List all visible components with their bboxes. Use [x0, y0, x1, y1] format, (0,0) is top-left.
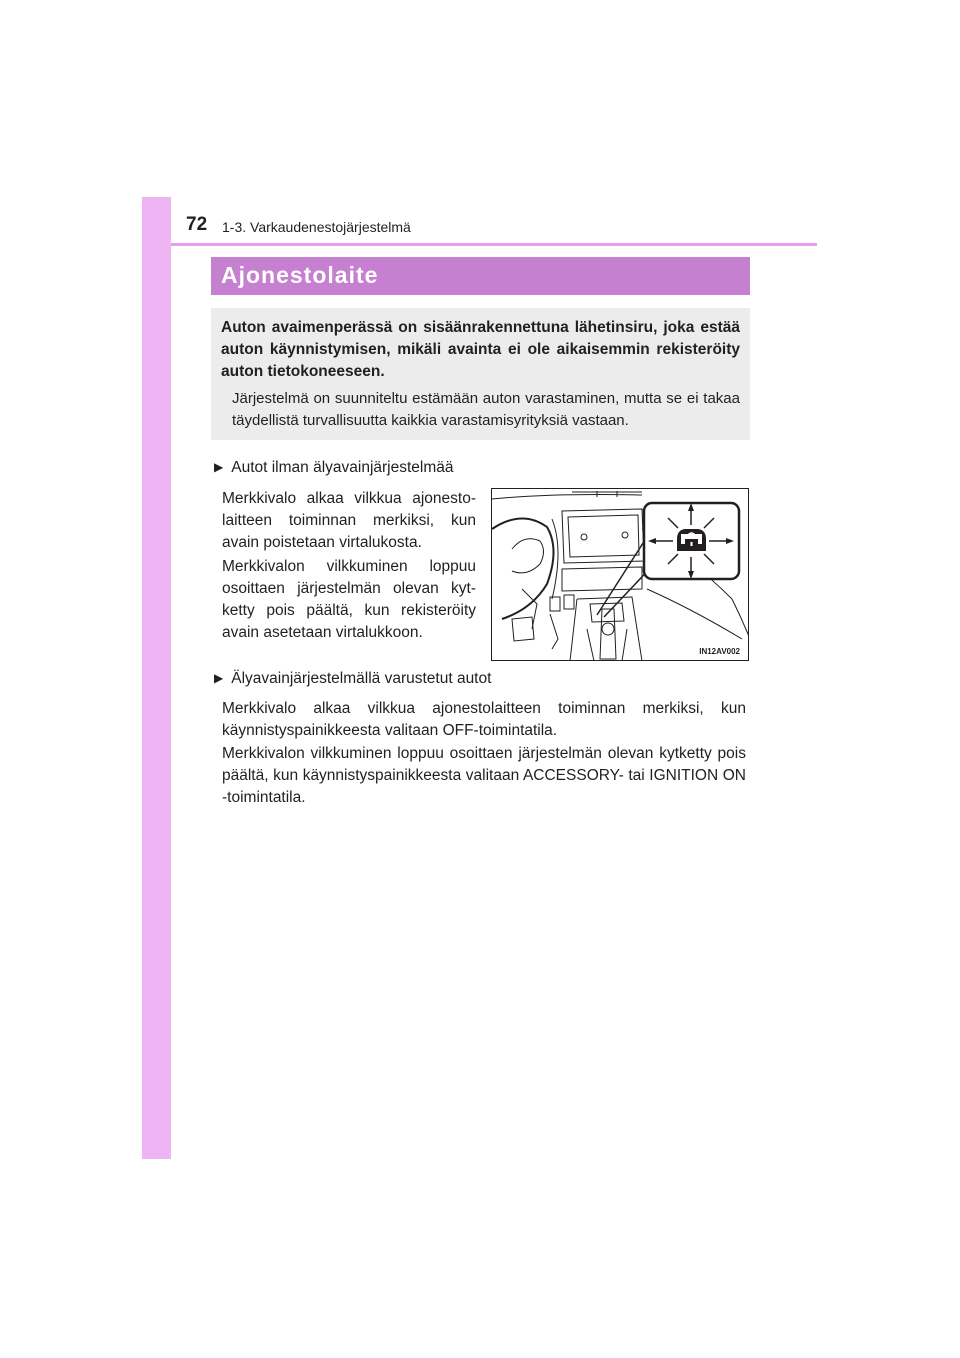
section1-paragraph-2: Merkkivalon vilkkuminen loppuu osoittaen järjestelmän olevan kyt-ketty pois päältä, kun rekisteröity avain asetetaan virtalukkoon. [222, 558, 476, 641]
header-rule [171, 243, 817, 246]
figure-code: IN12AV002 [699, 647, 740, 656]
intro-summary: Auton avaimenperässä on sisäänrakennettuna lähetinsiru, joka estää auton käynnistymisen, mikäli avainta ei ole aikaisemmin rekisteröity auton tietokoneeseen. [221, 319, 740, 380]
section1-paragraph-1: Merkkivalo alkaa vilkkua ajonesto-laitteen toiminnan merkiksi, kun avain poistetaan virtalukosta. [222, 490, 476, 551]
section2-heading [214, 668, 491, 689]
intro-note: Järjestelmä on suunniteltu estämään auton varastaminen, mutta se ei takaa täydellistä turvallisuutta kaikkia varastamisyrityksiä vastaan. [232, 390, 740, 429]
section1-heading-text: Autot ilman älyavainjärjestelmää [231, 459, 454, 476]
dashboard-figure [491, 488, 749, 661]
triangle-bullet-icon: ▶ [214, 460, 224, 474]
intro-box [211, 308, 750, 440]
dashboard-illustration [492, 489, 749, 661]
page-title: Ajonestolaite [221, 262, 379, 288]
page-number: 72 [186, 214, 208, 235]
section2-paragraph-2: Merkkivalon vilkkuminen loppuu osoittaen järjestelmän olevan kytketty pois päältä, kun käynnistyspainikkeesta valitaan ACCESSORY- tai IGNITION ON -toimintatila. [222, 745, 746, 806]
triangle-bullet-icon: ▶ [214, 671, 224, 685]
section2-paragraph-1: Merkkivalo alkaa vilkkua ajonestolaitteen toiminnan merkiksi, kun käynnistyspainikkeesta valitaan OFF-toimintatila. [222, 700, 746, 739]
title-bar [211, 257, 750, 295]
section1-heading [214, 457, 454, 478]
section-reference: 1-3. Varkaudenestojärjestelmä [222, 219, 411, 235]
chapter-side-strip [142, 197, 171, 1159]
section2-heading-text: Älyavainjärjestelmällä varustetut autot [231, 670, 492, 687]
